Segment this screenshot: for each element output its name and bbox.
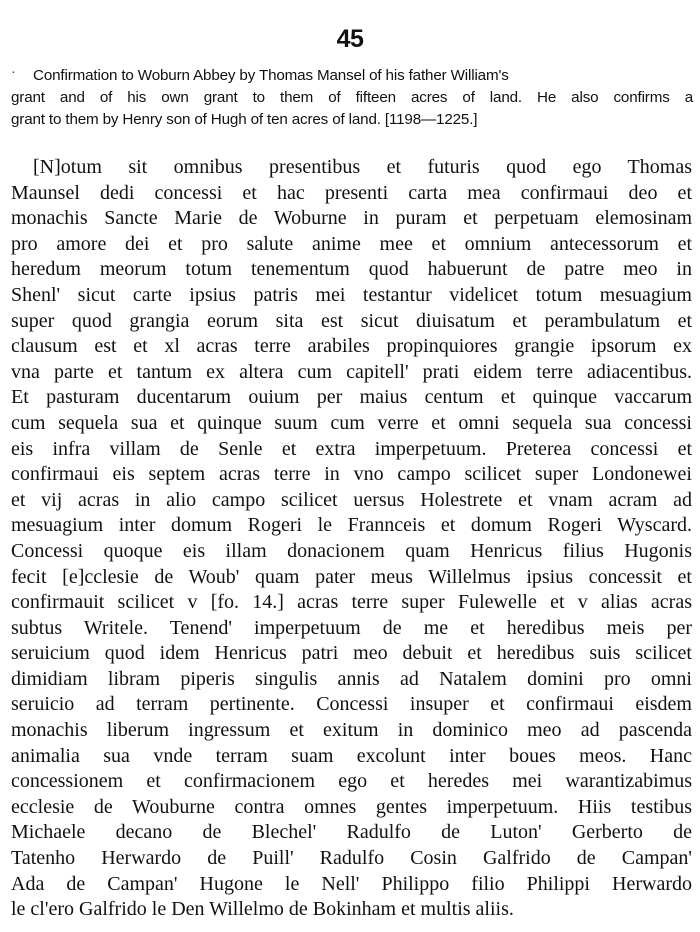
charter-line: Ada de Campan' Hugone le Nell' Philippo filio Philippi Herwardo [11, 872, 692, 895]
charter-line: le cl'ero Galfrido le Den Willelmo de Bokinham et multis aliis. [11, 898, 514, 921]
charter-line: pro amore dei et pro salute anime mee et omnium antecessorum et [11, 232, 692, 255]
charter-line: clausum est et xl acras terre arabiles propinquiores grangie ipsorum ex [11, 335, 692, 358]
charter-line: Shenl' sicut carte ipsius patris mei testantur videlicet totum mesuagium [11, 283, 692, 306]
charter-line: Michaele decano de Blechel' Radulfo de Luton' Gerberto de [11, 821, 692, 844]
charter-text [11, 155, 692, 923]
charter-line: Maunsel dedi concessi et hac presenti carta mea confirmaui deo et [11, 181, 692, 204]
charter-line: Tatenho Herwardo de Puill' Radulfo Cosin Galfrido de Campan' [11, 847, 692, 870]
charter-line: [N]otum sit omnibus presentibus et futuris quod ego Thomas [33, 156, 692, 178]
charter-line: dimidiam libram piperis singulis annis ad Natalem domini pro omni [11, 667, 692, 690]
charter-line: heredum meorum totum tenementum quod habuerunt de patre meo in [11, 258, 692, 281]
charter-line: confirmauit scilicet v [fo. 14.] acras terre super Fulewelle et v alias acras [11, 591, 692, 614]
charter-line: Et pasturam ducentarum ouium per maius centum et quinque vaccarum [11, 386, 692, 409]
charter-line: et vij acras in alio campo scilicet uersus Holestrete et vnam acram ad [11, 488, 692, 511]
summary-line: grant and of his own grant to them of fifteen acres of land. He also confirms a [11, 89, 693, 106]
charter-line: fecit [e]cclesie de Woub' quam pater meus Willelmus ipsius concessit et [11, 565, 692, 588]
charter-line: cum sequela sua et quinque suum cum verre et omni sequela sua concessi [11, 411, 692, 434]
document-summary [11, 65, 693, 131]
charter-line: mesuagium inter domum Rogeri le Frannceis et domum Rogeri Wyscard. [11, 514, 692, 537]
charter-line: monachis liberum ingressum et exitum in dominico meo ad pascenda [11, 719, 692, 742]
charter-line: seruicio ad terram pertinente. Concessi insuper et confirmaui eisdem [11, 693, 692, 716]
summary-line: Confirmation to Woburn Abbey by Thomas Mansel of his father William's [33, 67, 509, 84]
charter-line: ecclesie de Wouburne contra omnes gentes imperpetuum. Hiis testibus [11, 795, 692, 818]
charter-line: confirmaui eis septem acras terre in vno campo scilicet super Londonewei [11, 463, 692, 486]
charter-line: monachis Sancte Marie de Woburne in puram et perpetuam elemosinam [11, 207, 692, 230]
charter-line: Concessi quoque eis illam donacionem quam Henricus filius Hugonis [11, 539, 692, 562]
charter-line: concessionem et confirmacionem ego et heredes mei warantizabimus [11, 770, 692, 793]
summary-line: grant to them by Henry son of Hugh of ten acres of land. [1198—1225.] [11, 111, 478, 128]
charter-line: vna parte et tantum ex altera cum capitell' prati eidem terre adiacentibus. [11, 360, 692, 383]
page-number: 45 [336, 25, 364, 53]
charter-line: seruicium quod idem Henricus patri meo debuit et heredibus suis scilicet [11, 642, 692, 665]
charter-line: eis infra villam de Senle et extra imperpetuum. Preterea concessi et [11, 437, 692, 460]
charter-line: subtus Writele. Tenend' imperpetuum de me et heredibus meis per [11, 616, 692, 639]
charter-line: super quod grangia eorum sita est sicut diuisatum et perambulatum et [11, 309, 692, 332]
margin-mark: · [11, 66, 16, 81]
charter-line: animalia sua vnde terram suam excolunt inter boues meos. Hanc [11, 744, 692, 767]
